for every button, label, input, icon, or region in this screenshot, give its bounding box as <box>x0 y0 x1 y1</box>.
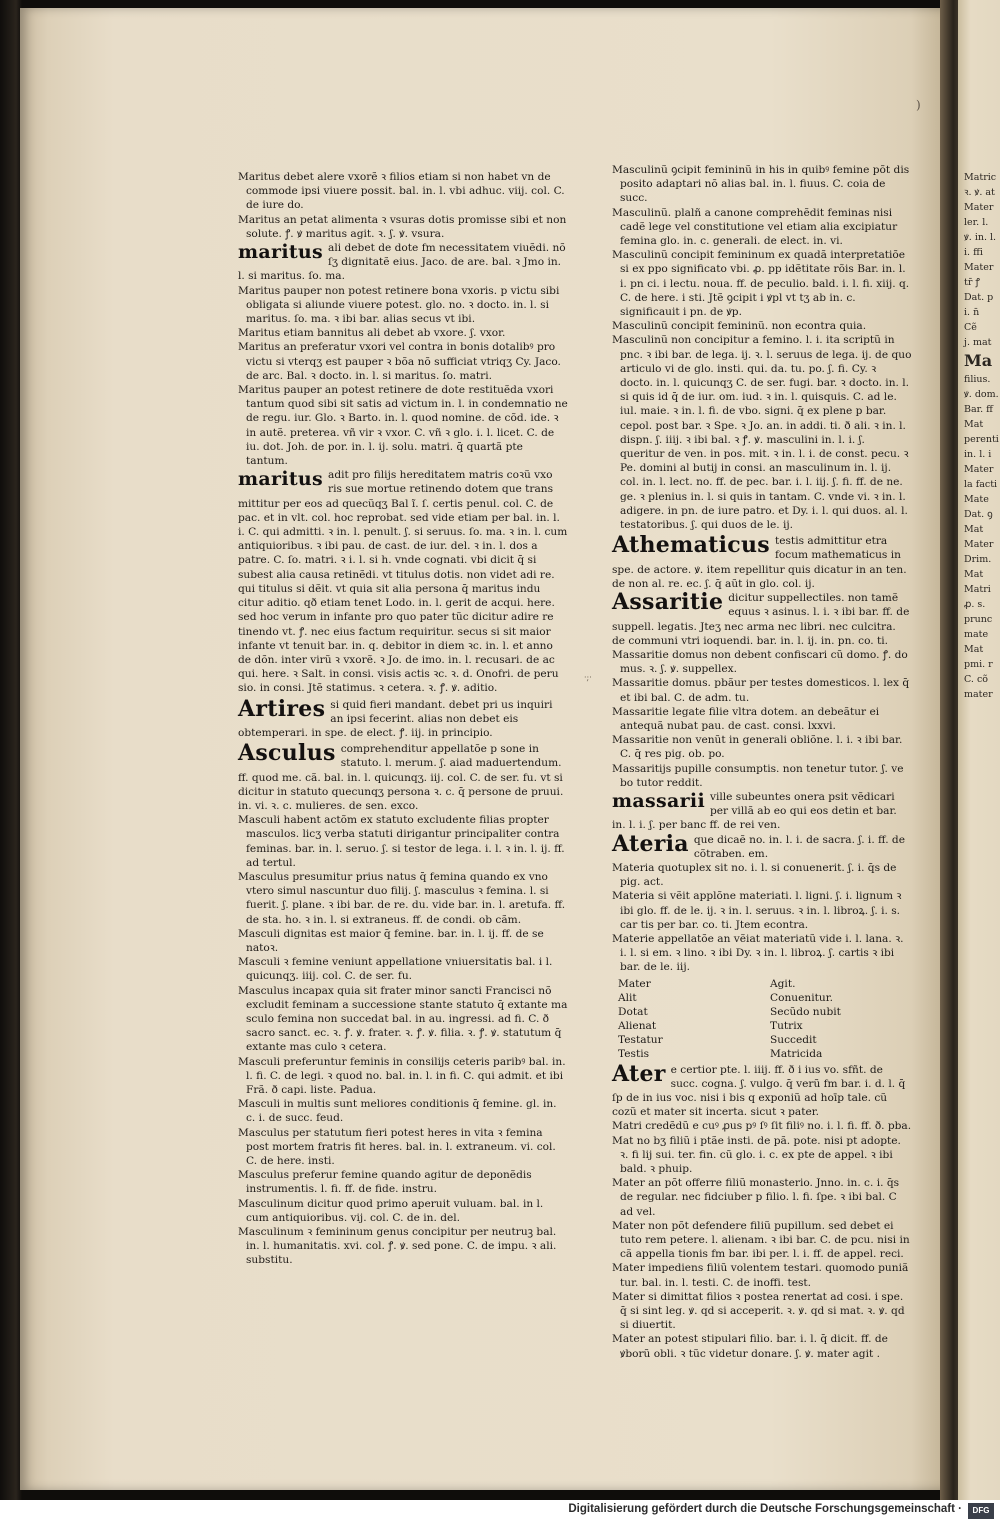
entry: Massaritie legate filie vltra dotem. an debeãtur ei antequã nubat pau. de cast. consi. lxxvi. <box>612 705 880 732</box>
entry: Materie appellatõe an vẽiat materiatũ vide i. l. lana. ꝛ. i. l. si em. ꝛ lino. ꝛ ibi Dy. ꝛ in. l. libroꝝ. ʃ. cartis ꝛ ibi bar. de le. iij. <box>612 932 904 974</box>
entry: Masculi preferuntur feminis in consilijs ceteris paribꝰ bal. in. l. fi. C. de legi. ꝛ quod no. bal. in. l. in fi. C. qui admit. et ibi Frã. ð capi. liste. Padua. <box>238 1055 566 1096</box>
lemma-text: ali debet de dote fm necessitatem viuẽdi. nõ ſʒ dignitatẽ eius. Jaco. de are. bal. ꝛ Jmo in. l. si maritus. ſo. ma. <box>238 242 566 283</box>
lemma-text: comprehenditur appellatõe p sone in statuto. l. merum. ʃ. aiad maduertendum. ff. quod me. cã. bal. in. l. quicunqʒ. iij. col. C. de ser. fu. vt si dicitur in statuto quecunqʒ persona ꝛ. c. q̄ persone de pruui. in. vi. ꝛ. c. mulieres. de sen. exco. <box>238 743 564 812</box>
lemma-text: testis admittitur etra focum mathematicus in spe. de actore. ꝟ. item repellitur quis dicatur in an ten. de non al. re. ec. ʃ. q̄ aũt in glo. col. ij. <box>612 535 907 590</box>
next-page-fragment: Mate <box>964 494 989 505</box>
page-mark: ) <box>916 98 921 112</box>
lemma-heading: Asculus <box>238 740 336 767</box>
next-page-fragment: ꝟ. dom. <box>964 389 999 400</box>
mater-list <box>618 977 912 1061</box>
list-item: Dotat <box>618 1005 648 1018</box>
entry: Mater si dimittat filios ꝛ postea renertat ad cosi. i spe. q̄ si sint leg. ꝟ. qd si acceperit. ꝛ. ꝟ. qd si mat. ꝛ. ꝟ. qd si diuertit. <box>612 1290 905 1332</box>
entry: Maritus debet alere vxorẽ ꝛ filios etiam si non habet vn de commode ipsi viuere possit. bal. in. l. vbi adhuc. viij. col. C. de iure do. <box>238 171 565 212</box>
entry: Massaritie domus non debent confiscari cũ domo. ꝭ. do mus. ꝛ. ʃ. ꝟ. suppellex. <box>612 648 908 676</box>
lemma-heading: Artires <box>238 695 326 722</box>
entry: Maritus an preferatur vxori vel contra in bonis dotalibꝰ pro victu si vterqʒ est pauper ꝛ bõa nõ sufficiat vtriqʒ Cy. Jaco. de arc. Bal. ꝛ docto. in. l. si maritus. ſo. matri. <box>238 341 561 382</box>
next-page-fragment: Matri <box>964 584 991 595</box>
next-page-fragment: Matric <box>964 172 997 183</box>
next-page-fragment: ꝛ. ꝟ. at <box>964 187 995 198</box>
lemma-text: que dicaẽ no. in. l. i. de sacra. ʃ. i. ff. de cõtraben. em. <box>693 833 905 860</box>
next-page-edge <box>958 0 1000 1500</box>
mater-list-right <box>770 977 912 1061</box>
next-page-fragment: Drim. <box>964 554 992 565</box>
lemma-heading: Assaritie <box>612 589 724 616</box>
entry: Masculus incapax quia sit frater minor sancti Francisci nõ excludit feminam a successione stante statuto q̄ extante ma sculo femina non succedat bal. in au. ingressi. ad fi. C. ð sacro sanct. ec. ꝛ. ꝭ. ꝟ. frater. ꝛ. ꝭ. ꝟ. filia. ꝛ. ꝭ. ꝟ. statutum q̄ extante mas culo ꝛ cetera. <box>238 984 568 1054</box>
list-item: Mater <box>618 977 651 990</box>
list-item: Conuenitur. <box>770 991 833 1004</box>
entry: Maritus etiam bannitus ali debet ab vxore. ʃ. vxor. <box>238 327 506 340</box>
next-page-fragment: Mat <box>964 524 984 535</box>
next-page-fragment: mater <box>964 689 993 700</box>
entry: Masculi in multis sunt meliores conditionis q̄ femine. gl. in. c. i. de succ. feud. <box>238 1098 557 1125</box>
list-item: Testatur <box>618 1033 663 1046</box>
lemma-heading: Athematicus <box>612 532 770 559</box>
next-page-fragment: j. mat <box>964 337 992 348</box>
entry: Massaritie non venũt in generali obliõne. l. i. ꝛ ibi bar. C. q̄ res pig. ob. po. <box>612 734 903 761</box>
list-item: Secũdo nubit <box>770 1005 841 1018</box>
lemma-heading: maritus <box>238 468 324 491</box>
dfg-logo-icon <box>968 1503 994 1519</box>
list-item: Matricida <box>770 1047 823 1060</box>
lemma-text: e certior pte. l. iiij. ff. ð i ius vo. sfñt. de succ. cogna. ʃ. vulgo. q̄ verũ fm bar. i. d. l. q̄ ſp de in ius voc. nisi i bis q exponiũ ad hoīp tale. cũ cozũ et mater sit incerta. sicut ꝛ pater. <box>612 1063 906 1119</box>
entry: Masculinum dicitur quod primo aperuit vuluam. bal. in l. cum antiquioribus. vij. col. C. de in. del. <box>238 1197 544 1224</box>
entry: Masculinũ. plalñ a canone comprehẽdit feminas nisi cadẽ lege vel constitutione vel etiam alia excipiatur femina glo. in. c. generali. de elect. in. vi. <box>612 206 898 248</box>
next-page-fragment: Ma <box>964 351 993 370</box>
next-page-fragment: ler. l. <box>964 217 989 228</box>
next-page-fragment: pmi. r <box>964 659 993 670</box>
entry: Mater impediens filiũ volentem testari. quomodo puniã tur. bal. in. l. testi. C. de inoffi. test. <box>612 1262 909 1289</box>
entry: Mater an potest stipulari filio. bar. i. l. q̄ dicit. ff. de ꝟborũ obli. ꝛ tũc videtur donare. ʃ. ꝟ. mater agit . <box>612 1333 888 1360</box>
next-page-fragment: filius. <box>964 374 991 385</box>
list-item: Alienat <box>618 1019 657 1032</box>
mater-list-left <box>618 977 760 1061</box>
lemma-text: ville subeuntes onera psit vẽdicari per villã ab eo qui eos detin et bar. in. l. i. ʃ. per banc ff. de rei ven. <box>612 790 897 832</box>
entry: Masculinum ꝛ femininum genus concipitur per neutruꝫ bal. in. l. humanitatis. xvi. col. ꝭ. ꝟ. sed pone. C. de impu. ꝛ ali. substitu. <box>238 1226 557 1267</box>
list-item: Alit <box>618 991 637 1004</box>
next-page-fragment: perenti <box>964 434 999 445</box>
next-page-fragment: Mater <box>964 262 994 273</box>
lemma-materia <box>612 830 912 861</box>
entry: Masculinũ non concipitur a femino. l. i. ita scriptũ in pnc. ꝛ ibi bar. de lega. ij. ꝛ. l. seruus de lega. ij. de quo articulo vi de glo. insti. qui. da. tu. po. ʃ. fi. Cy. ꝛ docto. in. l. quicunqʒ C. de ser. fugi. bar. ꝛ docto. in. l. si quis id q̄ de iur. om. iud. ꝛ in. l. quisquis. C. ad le. iul. maie. ꝛ in. l. fi. de vbo. signi. q̄ ex plene p bar. cepol. post bar. ꝛ Spe. ꝛ Jo. an. in addi. ti. ð ali. ꝛ in. l. dispn. ʃ. iiij. ꝛ ibi bal. ꝛ ꝭ. ꝟ. masculini in. l. i. ʃ. queritur de ven. in pos. mit. ꝛ in. l. i. de const. pecu. ꝛ Pe. domini al butij in consi. an masculinum in. l. ij. col. in. l. lect. no. ff. de pec. bar. i. l. iij. ʃ. fi. ff. de ne. ge. ꝛ plenius in. l. si quis in tantam. C. vnde vi. ꝛ in. l. adigere. in pn. de iure patro. et Dy. i. l. qui duos. al. l. testatoribus. ʃ. qui duos de le. ij. <box>612 334 912 532</box>
entry: Massaritie domus. pbãur per testes domesticos. l. lex q̄ et ibi bal. C. de adm. tu. <box>612 677 910 704</box>
next-page-fragment: Dat. p <box>964 292 994 303</box>
next-page-fragment: Mat <box>964 419 984 430</box>
dfg-logo-text: DFG <box>972 1506 990 1515</box>
next-page-fragment: ꝓ. s. <box>964 599 986 610</box>
next-page-fragment: Mat <box>964 569 984 580</box>
list-item: Succedit <box>770 1033 817 1046</box>
next-page-fragment: C. cõ <box>964 674 989 685</box>
entry: Maritus an petat alimenta ꝛ vsuras dotis promisse sibi et non solute. ꝭ. ꝟ maritus agit. ꝛ. ʃ. ꝟ. vsura. <box>238 213 567 240</box>
lemma-text: dicitur suppellectiles. non tamẽ equus ꝛ asinus. l. i. ꝛ ibi bar. ff. de suppell. legatis. Jteʒ nec arma nec libri. nec culcitra. de communi vtri ioquendi. bar. in. l. ij. in. pn. co. ti. <box>612 592 910 647</box>
entry: Masculi habent actõm ex statuto excludente filias propter masculos. licʒ verba statuti dirigantur principaliter contra feminas. bar. in. l. seruo. ʃ. si testor de lega. i. l. ꝛ in. l. ij. ff. ad tertul. <box>238 814 565 869</box>
next-page-fragment: Mater <box>964 464 994 475</box>
footer-text: Digitalisierung gefördert durch die Deutsche Forschungsgemeinschaft · <box>568 1503 962 1515</box>
lemma-text: si quid fieri mandant. debet pri us inquiri an ipsi fecerint. alias non debet eis obtemperari. in spe. de elect. ꝭ. iij. in principio. <box>238 698 553 739</box>
lemma-mathematicus <box>612 534 912 591</box>
entry: Materia si vẽit applõne materiati. l. ligni. ʃ. i. lignum ꝛ ibi glo. ff. de le. ij. ꝛ in. l. seruus. ꝛ in. l. libroꝝ. ʃ. i. s. car tis per bar. co. ti. Jtem econtra. <box>612 890 902 931</box>
next-page-fragment: Mater <box>964 202 994 213</box>
funding-footer <box>0 1500 1000 1522</box>
lemma-text: adit pro filijs hereditatem matris coꝛũ vxo ris sue mortue retinendo dotem que trans mittitur per eos ad quecũqʒ Bal ĩ. ſ. certis penul. col. C. de pac. et in vlt. col. hoc reprobat. sed vide etiam per bal. in. l. i. C. qui admitti. ꝛ in. l. penult. ʃ. si seruus. ſo. ma. ꝛ in. l. cum antiquioribus. ꝛ ibi pau. de cast. de iur. del. ꝛ in. l. dos a patre. C. ſo. matri. ꝛ i. l. si h. vnde cognati. vbi dicit q̄ si subest alia causa retinẽdi. vt titulus dotis. non videt adi re. qui titulus si dẽit. vt quia sit alia persona q̄ maritus indu citur aditio. qð etiam tenet Lodo. in. l. gerit de acqui. here. sed hoc verum in infante pro quo pater tũc dicitur adire re tinendo vt. ꝭ. nec eius factum requiritur. secus si sit maior infante vt tenuit bar. in. q. debitor in diem ꝛc. in. l. et anno de dõn. inter virũ ꝛ vxorẽ. ꝛ Jo. de imo. in. l. recusari. de ac qui. here. ꝛ Salt. in consi. visis actis ꝛc. ꝛ. d. Onofri. de peru sio. in consi. Jtẽ statimus. ꝛ cetera. ꝛ. ꝭ. ꝟ. aditio. <box>238 469 568 695</box>
entry: Masculus presumitur prius natus q̄ femina quando ex vno vtero simul nascuntur duo filij. ʃ. masculus ꝛ femina. l. si fuerit. ʃ. plane. ꝛ ibi bar. de re. du. vide bar. in. l. aretufa. ff. de sta. ho. ꝛ in. l. si extraneus. ff. de condi. ob cãm. <box>238 870 566 926</box>
lemma-heading: Ater <box>612 1060 666 1087</box>
next-page-fragment: Dat. ꝯ <box>964 509 993 520</box>
left-text-column <box>238 170 568 1268</box>
lemma-maritus-heir <box>238 468 568 695</box>
right-text-column <box>612 163 912 1361</box>
next-page-fragment: i. ffi <box>964 247 983 258</box>
entry: Masculus per statutum fieri potest heres in vita ꝛ femina post mortem fratris fit heres. bal. in. l. extraneum. vi. col. C. de here. insti. <box>238 1126 556 1168</box>
ink-smudge: ·;· <box>584 673 592 682</box>
entry: Maritus pauper non potest retinere bona vxoris. p victu sibi obligata si aliunde viuere potest. glo. no. ꝛ docto. in. l. si maritus. ſo. ma. ꝛ ibi bar. alias secus vt ibi. <box>238 284 560 326</box>
entry: Masculinũ ꝯcipit femininũ in his in quibꝰ femine põt dis posito adaptari nõ alias bal. in. l. fiuus. C. coia de succ. <box>612 164 910 205</box>
next-page-fragment: prunc <box>964 614 993 625</box>
entry: Masculi dignitas est maior q̄ femine. bar. in. l. ij. ff. de se natoꝛ. <box>238 927 544 954</box>
lemma-heading: maritus <box>238 241 324 264</box>
lemma-heading: Ateria <box>612 830 689 857</box>
lemma-maritus <box>238 241 568 284</box>
entry: Massaritijs pupille consumptis. non tenetur tutor. ʃ. ve bo tutor reddit. <box>612 762 904 789</box>
lemma-masculus <box>238 742 568 813</box>
lemma-heading: massarii <box>612 789 705 812</box>
next-page-fragment: Cẽ <box>964 322 977 333</box>
next-page-fragment: Bar. ff <box>964 404 993 415</box>
entry: Masculus preferur femine quando agitur de deponẽdis instrumentis. l. fi. ff. de fide. instru. <box>238 1169 532 1196</box>
entry: Masculi ꝛ femine veniunt appellatione vniuersitatis bal. i l. quicunqʒ. iiij. col. C. de ser. fu. <box>238 956 553 983</box>
lemma-massaritie <box>612 591 912 648</box>
next-page-fragment: in. l. i <box>964 449 992 460</box>
next-page-fragment: Mat <box>964 644 984 655</box>
lemma-mater <box>612 1060 912 1120</box>
entry: Matri credẽdũ e cuꝰ ꝓus pꝰ ſꝰ ſit filiꝰ no. i. l. fi. ff. ð. pba. <box>612 1120 912 1133</box>
entry: Mater non põt defendere filiũ pupillum. sed debet ei tuto rem petere. l. alienam. ꝛ ibi bar. C. de pcu. nisi in cã appella tionis fm bar. ibi per. l. i. ff. de appel. reci. <box>612 1219 910 1261</box>
next-page-fragment: mate <box>964 629 989 640</box>
lemma-massarii <box>612 790 912 833</box>
next-page-fragment: ꝟ. in. l. <box>964 232 997 243</box>
entry: Mat no bʒ filiũ i ptãe insti. de pã. pote. nisi pt adopte. ꝛ. fi lij sui. ter. fin. cũ glo. i. c. ex pte de appel. ꝛ ibi bald. ꝛ phuip. <box>612 1134 901 1175</box>
entry: Mater an põt offerre filiũ monasterio. Jnno. in. c. i. q̄s de regular. nec fidciuber p filio. l. fi. ſpe. ꝛ ibi bal. C ad vel. <box>612 1177 900 1218</box>
list-item: Testis <box>618 1047 650 1060</box>
next-page-fragment: Mater <box>964 539 994 550</box>
next-page-fragment: tr̄ ꝭ <box>964 277 980 288</box>
lemma-martires <box>238 695 568 741</box>
list-item: Agit. <box>770 977 796 990</box>
next-page-fragments <box>958 0 1000 702</box>
next-page-fragment: la facti <box>964 479 998 490</box>
entry: Materia quotuplex sit no. i. l. si conuenerit. ʃ. i. q̄s de pig. act. <box>612 861 897 889</box>
entry: Masculinũ concipit femininũ. non econtra quia. <box>612 320 867 333</box>
next-page-fragment: i. n̄ <box>964 307 980 318</box>
entry: Masculinũ concipit femininum ex quadã interpretatiõe si ex ppo significato vbi. ꝓ. pp idẽtitate rõis Bar. in. l. i. pn ci. i lectu. noua. ff. de peculio. bald. i. l. fi. xiij. q. C. de here. i sti. Jtẽ ꝯcipit i ꝟpl vt tʒ ab in. c. significauit i pn. de ꝟp. <box>612 249 910 319</box>
list-item: Tutrix <box>770 1019 803 1032</box>
entry: Maritus pauper an potest retinere de dote restituẽda vxori tantum quod sibi sit satis ad victum in. l. in condemnatio ne de regu. iur. Glo. ꝛ Barto. in. l. quod nomine. de cõd. ide. ꝛ in autẽ. preterea. vñ vir ꝛ vxor. C. vñ ꝛ glo. i. l. licet. C. de iu. dot. Joh. de por. in. l. ij. solu. matri. q̄ quartã pte tantum. <box>238 384 568 468</box>
